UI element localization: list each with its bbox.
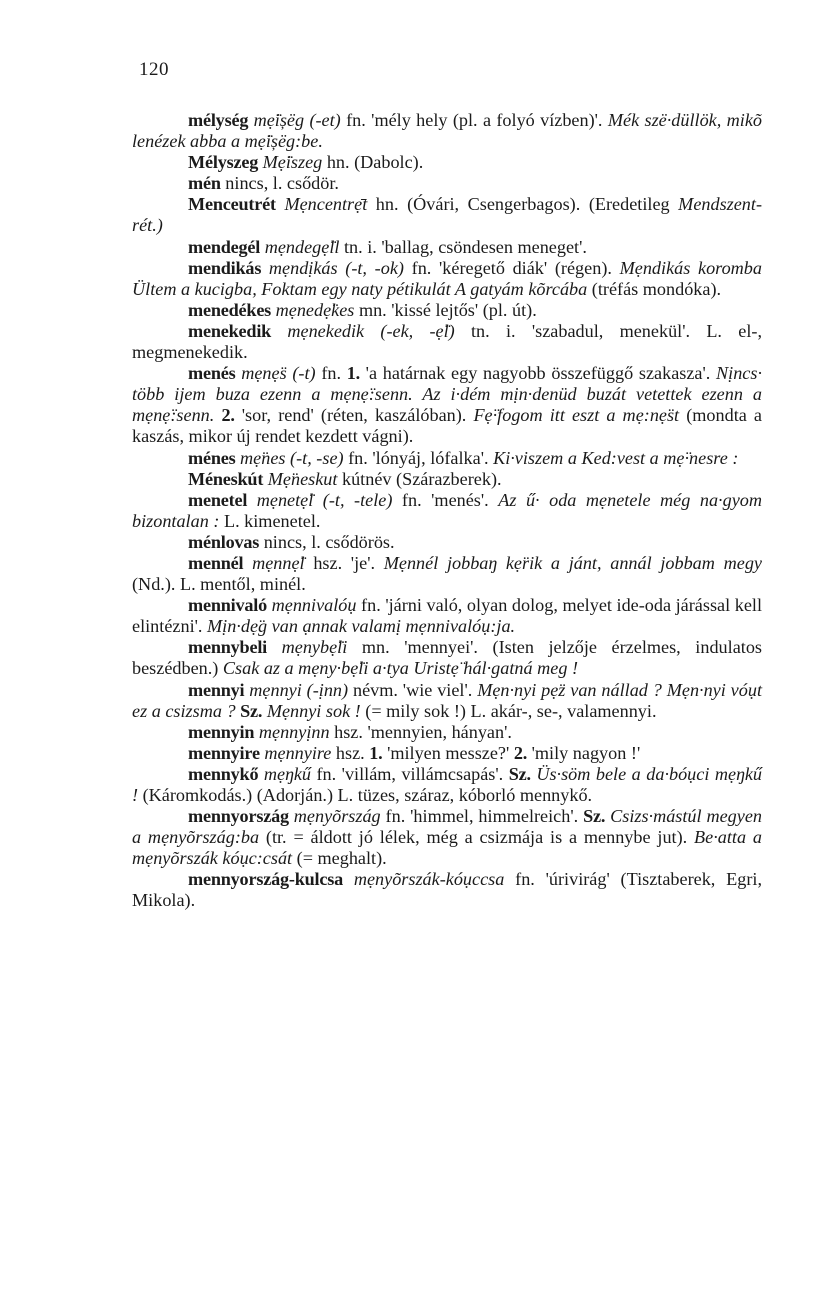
entry-text: (Káromkodás.) (Adorján.) L. tüzes, száraz, kóborló mennykő. (138, 785, 593, 805)
entry-headword: ménlovas (188, 531, 260, 552)
entry-text: kútnév (Szárazberek). (337, 468, 502, 489)
entry-italic-text: Mẹ̈neskut (267, 468, 338, 489)
entry-headword: mennyin (188, 721, 255, 742)
dictionary-entry (132, 532, 762, 553)
entry-text (271, 321, 287, 341)
entry-text: (tr. = áldott jó lélek, még a csizmája is a mennybe jut). (259, 827, 695, 848)
entry-text: tn. i. 'ballag, csöndesen meneget'. (339, 236, 587, 257)
entry-headword: ménes (188, 447, 236, 468)
dictionary-entry (132, 743, 762, 764)
entry-text (267, 637, 282, 657)
entry-headword: Menceutrét (188, 194, 276, 215)
entry-italic-text: Mẹ̈iszeg (262, 152, 323, 173)
entry-headword: mén (188, 173, 221, 194)
entry-text: névm. 'wie viel'. (348, 679, 478, 700)
entry-italic-text: mẹnybẹ̈li (281, 637, 348, 658)
entry-text: hn. (Dabolc). (322, 152, 424, 173)
entry-headword: mennybeli (188, 637, 268, 658)
entry-text: hsz. (331, 742, 370, 763)
entry-text: fn. 'mély hely (pl. a folyó vízben)'. (340, 110, 608, 130)
dictionary-entry (132, 321, 762, 363)
entry-text: tn. i. 'szabadul, menekül'. L. el-, megmenekedik. (132, 320, 762, 363)
entry-text: hn. (Óvári, Csengerbagos). (Eredetileg (367, 194, 679, 215)
entry-italic-text: Mendszent-rét.) (132, 194, 763, 236)
entry-text: fn. 'úrivirág' (Tisztaberek, Egri, Mikola). (132, 869, 762, 911)
entry-text: (Nd.). L. mentől, minél. (132, 574, 306, 595)
entry-italic-text: mẹ̈ișëg (-et) (253, 110, 341, 130)
entry-italic-text: mẹnnyịnn (258, 721, 330, 742)
entry-italic-text: mẹnyõrszák-kóụccsa (353, 869, 505, 890)
dictionary-entry (132, 722, 762, 743)
dictionary-entry (132, 363, 762, 447)
sense-marker: 2. (221, 405, 235, 426)
entry-headword: Mélyszeg (188, 152, 259, 173)
dictionary-entry (132, 469, 762, 490)
sense-marker: 2. (513, 742, 528, 763)
sense-marker: 1. (346, 363, 360, 384)
entry-text (247, 490, 257, 510)
entry-italic-text: mẹnẹ̈s (-t) (241, 363, 316, 384)
entry-italic-text: mẹnnyi (-ịnn) (249, 679, 349, 700)
entry-italic-text: Csak az a mẹny·bẹ̈li a·tya Uristẹ̈ hál·gatná meg ! (222, 658, 579, 679)
sense-marker: Sz. (583, 806, 606, 827)
entry-italic-text: mẹnetẹ̈l (-t, -tele) (256, 489, 393, 510)
entry-text: 'mily nagyon !' (527, 742, 641, 763)
dictionary-entry (132, 194, 762, 236)
dictionary-entry (132, 595, 762, 637)
entry-text: fn. 'kéregető diák' (régen). (403, 257, 620, 278)
dictionary-body (132, 110, 762, 912)
entry-headword: Méneskút (188, 468, 264, 489)
entry-headword: menetel (188, 489, 248, 510)
entry-italic-text: Mẹnnyi sok ! (266, 700, 361, 721)
entry-text: fn. 'lónyáj, lófalka'. (343, 447, 494, 468)
entry-text: hsz. 'je'. (304, 552, 384, 573)
entry-italic-text: Az ű· oda mẹnetele még na·gyom bizontalan : (132, 489, 762, 531)
entry-headword: mennél (188, 552, 244, 573)
entry-headword: mennyire (188, 742, 260, 763)
entry-italic-text: Nịncs· több ijem buza ezenn a mẹnẹ̈:senn. Az i·dém mịn·denüd buzát vetettek ezenn a mẹnẹ̈:senn. (132, 363, 762, 426)
entry-headword: mennykő (188, 763, 259, 784)
entry-text: nincs, l. csődörös. (259, 531, 395, 552)
sense-marker: Sz. (508, 763, 531, 784)
entry-text: 'a határnak egy nagyobb összefüggő szakasza'. (359, 363, 717, 384)
entry-italic-text: Mịn·dẹ̈g van ạnnak valamị mẹnnivalóụ:ja. (207, 616, 516, 637)
entry-italic-text: Mẹncentrẹ̄t (284, 194, 368, 215)
entry-text: 'sor, rend' (réten, kaszálóban). (234, 405, 474, 426)
page-number: 120 (139, 59, 169, 80)
entry-italic-text: Fẹ̈·fogom itt eszt a mẹ:nẹ̈st (473, 405, 680, 426)
entry-text (343, 869, 354, 889)
entry-italic-text: Csizs·mástúl megyen a mẹnyõrszág:ba (132, 806, 763, 848)
dictionary-entry (132, 258, 762, 300)
entry-text: mn. 'kissé lejtős' (pl. út). (354, 299, 537, 320)
entry-text: (tréfás mondóka). (587, 278, 722, 299)
entry-italic-text: mẹŋkű (263, 763, 311, 784)
entry-headword: mendikás (188, 257, 262, 278)
entry-text: nincs, l. csődör. (220, 173, 339, 194)
entry-headword: mennivaló (188, 595, 268, 616)
entry-italic-text: Mẹn·nyi pẹ̈z van nállad ? Mẹn·nyi vóụt ez a csizsma ? (132, 679, 762, 721)
entry-italic-text: mẹnekedik (-ek, -ẹ̈l) (287, 320, 455, 341)
entry-text (261, 258, 269, 278)
entry-headword: mennyország-kulcsa (188, 869, 344, 890)
entry-italic-text: mẹnnyire (264, 742, 332, 763)
entry-text: fn. (315, 363, 347, 384)
entry-text: mn. 'mennyei'. (Isten jelzője érzelmes, indulatos beszédben.) (132, 637, 762, 679)
entry-text: hsz. 'mennyien, hányan'. (329, 721, 512, 742)
entry-headword: mennyország (188, 806, 289, 827)
entry-text: fn. 'villám, villámcsapás'. (311, 763, 509, 784)
entry-italic-text: Mék szë·düllök, mikõ lenézek abba a mẹ̈ișëg:be. (132, 110, 762, 152)
entry-text: (= meghalt). (292, 848, 387, 869)
dictionary-entry (132, 237, 762, 258)
dictionary-entry (132, 152, 762, 173)
entry-text (243, 553, 252, 573)
entry-italic-text: mẹnnivalóụ (271, 595, 357, 616)
entry-text: (= mily sok !) L. akár-, se-, valamennyi. (360, 700, 657, 721)
entry-headword: mélység (188, 110, 249, 130)
dictionary-entry (132, 300, 762, 321)
entry-text: fn. 'himmel, himmelreich'. (380, 806, 584, 827)
dictionary-entry (132, 806, 762, 869)
entry-italic-text: mẹndegẹ̈ll (264, 236, 340, 257)
entry-headword: menekedik (188, 320, 272, 341)
entry-italic-text: Üs·söm bele a da·bóụci mẹŋkű ! (132, 763, 763, 805)
entry-headword: mendegél (188, 236, 261, 257)
entry-italic-text: mẹnyõrszág (293, 806, 381, 827)
dictionary-entry (132, 490, 762, 532)
entry-text: 'milyen messze?' (382, 742, 514, 763)
dictionary-entry (132, 637, 762, 679)
entry-italic-text: mẹ̈nes (-t, -se) (240, 447, 344, 468)
entry-headword: mennyi (188, 679, 245, 700)
entry-italic-text: mẹnnẹ̈l (252, 552, 305, 573)
entry-text: L. kimenetel. (219, 510, 321, 531)
entry-headword: menés (188, 363, 236, 384)
entry-italic-text: mẹndịkás (-t, -ok) (268, 257, 404, 278)
entry-italic-text: Ki·viszem a Ked:vest a mẹ̈·nesre : (493, 447, 739, 468)
entry-headword: menedékes (188, 299, 272, 320)
dictionary-entry (132, 680, 762, 722)
sense-marker: Sz. (240, 700, 263, 721)
entry-italic-text: Mẹnnél jobbaŋ kẹ̈rik a jánt, annál jobbam megy (383, 552, 762, 573)
entry-text: (mondta a kaszás, mikor új rendet kezdett vágni). (132, 405, 763, 447)
dictionary-entry (132, 110, 762, 152)
entry-italic-text: Be·atta a mẹnyõrszák kóục:csát (132, 827, 762, 869)
dictionary-entry (132, 869, 762, 911)
entry-italic-text: mẹnedẹ̈kes (275, 299, 355, 320)
sense-marker: 1. (369, 742, 383, 763)
dictionary-entry (132, 553, 762, 595)
entry-italic-text: Mẹndikás koromba Ültem a kucigba, Foktam egy naty pétikulát A gatyám kõrcába (132, 257, 762, 299)
dictionary-entry (132, 173, 762, 194)
dictionary-entry (132, 764, 762, 806)
dictionary-entry (132, 448, 762, 469)
entry-text: fn. 'járni való, olyan dolog, melyet ide-oda járással kell elintézni'. (132, 595, 762, 637)
entry-text: fn. 'menés'. (392, 489, 499, 510)
